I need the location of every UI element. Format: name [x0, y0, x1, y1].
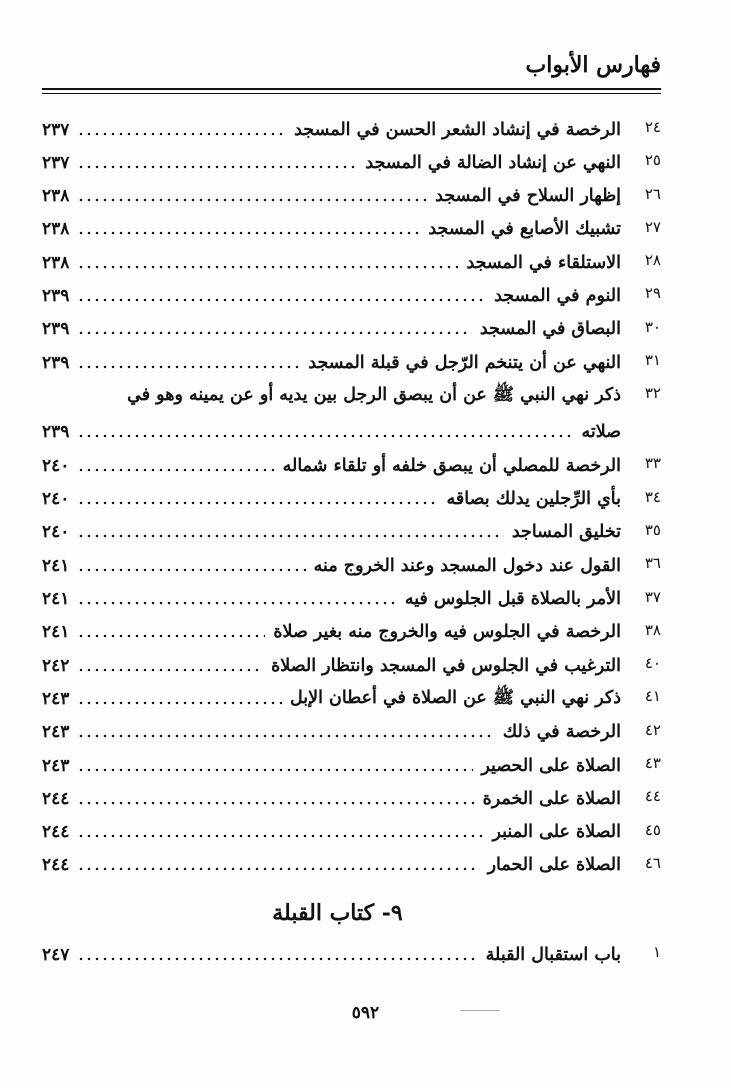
- toc-entry: [42, 146, 661, 179]
- dot-leader: [77, 468, 274, 472]
- toc-entry: [42, 749, 661, 782]
- entry-page-number: ٢٤٠: [42, 489, 70, 510]
- dot-leader: [77, 668, 263, 672]
- entry-page-number: ٢٤١: [42, 589, 70, 610]
- toc-entry: [42, 246, 661, 279]
- entry-number: ٤٦: [644, 853, 661, 872]
- toc-entry: [42, 583, 661, 616]
- dot-leader: [77, 801, 474, 805]
- entry-title: الرخصة في ذلك: [502, 722, 621, 743]
- section-heading: [0, 900, 731, 926]
- dot-leader: [77, 501, 438, 505]
- entry-title: الاستلقاء في المسجد: [466, 252, 621, 273]
- entry-page-number: ٢٤٣: [42, 688, 70, 709]
- entry-title: باب استقبال القبلة: [485, 944, 621, 965]
- toc-entry: [42, 313, 661, 346]
- header-rule-thick: [42, 88, 661, 90]
- entry-number: ٤٣: [644, 754, 661, 773]
- table-of-contents-section-2: [42, 938, 661, 971]
- toc-entry: [42, 180, 661, 213]
- entry-number: ٣٨: [644, 620, 661, 639]
- toc-entry: [42, 682, 661, 715]
- entry-number: ٣٤: [644, 487, 661, 506]
- entry-title: الأمر بالصلاة قبل الجلوس فيه: [404, 589, 621, 610]
- entry-title: ذكر نهي النبي ﷺ عن أن يبصق الرجل بين يديه أو عن يمينه وهو في: [127, 384, 621, 405]
- entry-page-number: ٢٣٩: [42, 352, 70, 373]
- entry-title: الرخصة للمصلي أن يبصق خلفه أو تلقاء شماله: [282, 455, 621, 476]
- page-number: ٥٩٢: [351, 1003, 380, 1023]
- dot-leader: [77, 231, 420, 235]
- entry-page-number: ٢٣٨: [42, 186, 70, 207]
- entry-page-number: ٢٤٣: [42, 722, 70, 743]
- entry-title: إظهار السلاح في المسجد: [435, 186, 621, 207]
- dot-leader: [77, 634, 265, 638]
- toc-entry: [42, 483, 661, 516]
- entry-title: النهي عن إنشاد الضالة في المسجد: [365, 152, 621, 173]
- entry-number: ٢٧: [644, 217, 661, 236]
- entry-page-number: ٢٤١: [42, 555, 70, 576]
- entry-page-number: ٢٤٠: [42, 455, 70, 476]
- dot-leader: [77, 601, 396, 605]
- dot-leader: [77, 365, 300, 369]
- entry-title: الصلاة على الخمرة: [482, 788, 621, 809]
- entry-number: ٢٩: [644, 284, 661, 303]
- entry-title: تشبيك الأصابع في المسجد: [428, 219, 621, 240]
- toc-entry: [42, 346, 661, 379]
- entry-number: ٤٤: [644, 787, 661, 806]
- entry-page-number: ٢٣٩: [42, 421, 70, 442]
- entry-number: ٣٥: [644, 520, 661, 539]
- entry-number: ٣١: [644, 351, 661, 370]
- entry-page-number: ٢٣٧: [42, 119, 70, 140]
- toc-entry: [42, 379, 661, 449]
- entry-title: الترغيب في الجلوس في المسجد وانتظار الصلاة: [271, 655, 621, 676]
- toc-entry: [42, 213, 661, 246]
- entry-number: ٤١: [644, 687, 661, 706]
- dot-leader: [77, 434, 573, 438]
- entry-page-number: ٢٣٧: [42, 152, 70, 173]
- entry-page-number: ٢٣٩: [42, 285, 70, 306]
- dot-leader: [77, 734, 494, 738]
- dot-leader: [77, 701, 282, 705]
- entry-page-number: ٢٣٩: [42, 319, 70, 340]
- dot-leader: [77, 568, 305, 572]
- toc-entry: [42, 516, 661, 549]
- toc-entry: [42, 549, 661, 582]
- toc-entry: [42, 938, 661, 971]
- entry-title: ذكر نهي النبي ﷺ عن الصلاة في أعطان الإبل: [289, 687, 621, 708]
- entry-page-number: ٢٤٤: [42, 822, 70, 843]
- entry-page-number: ٢٤٧: [42, 944, 70, 965]
- entry-page-number: ٢٣٨: [42, 252, 70, 273]
- toc-entry: [42, 616, 661, 649]
- entry-number: ٣٣: [644, 454, 661, 473]
- entry-page-number: ٢٤٠: [42, 522, 70, 543]
- entry-number: ٣٧: [644, 587, 661, 606]
- entry-number: ٢٤: [644, 118, 661, 136]
- entry-page-number: ٢٤١: [42, 622, 70, 643]
- dot-leader: [77, 534, 503, 538]
- entry-number: ٣٢: [644, 384, 661, 403]
- toc-entry: [42, 649, 661, 682]
- entry-title: تخليق المساجد: [511, 522, 621, 543]
- entry-title: الصلاة على الحمار: [487, 855, 621, 876]
- dot-leader: [77, 867, 479, 871]
- dot-leader: [77, 834, 484, 838]
- entry-title: الصلاة على المنبر: [492, 822, 621, 843]
- entry-title: بأي الرِّجلين يدلك بصاقه: [446, 489, 621, 510]
- entry-number: ٢٦: [644, 184, 661, 203]
- entry-number: ٢٨: [644, 251, 661, 270]
- dot-leader: [77, 331, 471, 335]
- entry-title: النهي عن أن يتنخم الرّجل في قبلة المسجد: [308, 352, 621, 373]
- section-heading-text: ٩- كتاب القبلة: [272, 900, 403, 926]
- entry-page-number: ٢٣٨: [42, 219, 70, 240]
- dot-leader: [77, 768, 473, 772]
- entry-number: ٣٦: [644, 554, 661, 573]
- toc-entry: [42, 816, 661, 849]
- dot-leader: [77, 265, 458, 269]
- running-header-title: فهارس الأبواب: [525, 52, 661, 78]
- entry-title: القول عند دخول المسجد وعند الخروج منه: [313, 555, 621, 576]
- dot-leader: [77, 165, 357, 169]
- toc-entry: [42, 449, 661, 482]
- entry-number: ٢٥: [644, 151, 661, 170]
- entry-number: ٤٢: [644, 720, 661, 739]
- entry-number: ٤٠: [644, 654, 661, 673]
- entry-title: الرخصة في إنشاد الشعر الحسن في المسجد: [294, 119, 621, 140]
- header-rule-thin: [42, 93, 661, 94]
- toc-entry: [42, 849, 661, 882]
- toc-entry: [42, 279, 661, 312]
- entry-title: الرخصة في الجلوس فيه والخروج منه بغير صلاة: [273, 622, 621, 643]
- entry-page-number: ٢٤٢: [42, 655, 70, 676]
- dot-leader: [77, 198, 427, 202]
- entry-title: الصلاة على الحصير: [481, 755, 621, 776]
- entry-page-number: ٢٤٣: [42, 755, 70, 776]
- dot-leader: [77, 298, 486, 302]
- entry-number: ٣٠: [644, 317, 661, 336]
- entry-title: النوم في المسجد: [494, 285, 621, 306]
- entry-page-number: ٢٤٤: [42, 788, 70, 809]
- entry-number: ٤٥: [644, 820, 661, 839]
- toc-entry: [42, 716, 661, 749]
- dot-leader: [77, 132, 286, 136]
- toc-entry: [42, 782, 661, 815]
- scan-mark: [460, 1010, 500, 1011]
- entry-title: صلاته: [581, 421, 621, 442]
- dot-leader: [77, 957, 477, 961]
- entry-page-number: ٢٤٤: [42, 855, 70, 876]
- entry-number: ١: [652, 943, 661, 961]
- entry-title: البصاق في المسجد: [479, 319, 621, 340]
- toc-entry: [42, 113, 661, 146]
- table-of-contents: [42, 113, 661, 882]
